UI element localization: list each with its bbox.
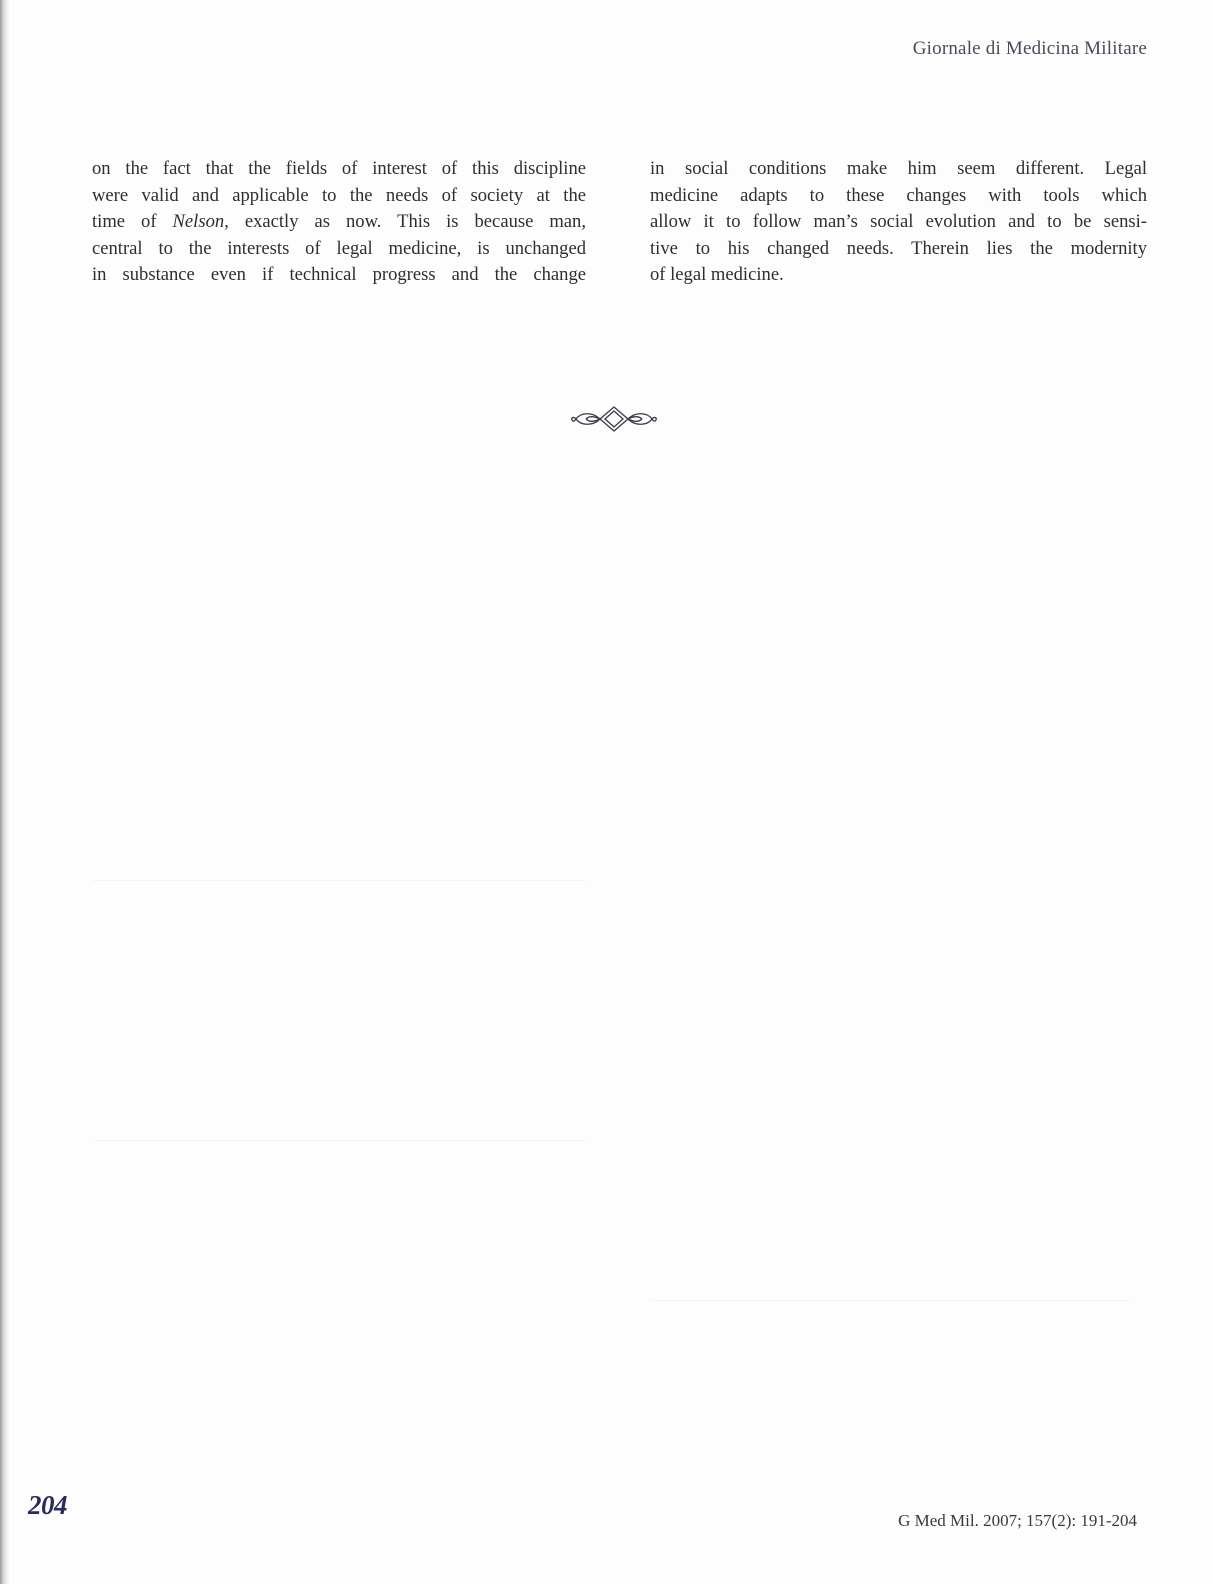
running-head: Giornale di Medicina Militare bbox=[912, 38, 1147, 59]
italic-name: Nelson, bbox=[172, 211, 229, 233]
body-paragraph-continued bbox=[92, 156, 586, 289]
text-line: of legal medicine. bbox=[650, 264, 784, 286]
text-line: on the fact that the fields of interest of this discipline bbox=[92, 158, 586, 179]
text-fragment: exactly as now. This is because man, bbox=[244, 211, 586, 233]
text-line: in substance even if technical progress and the change bbox=[92, 264, 586, 286]
decorative-fleuron-icon bbox=[570, 405, 658, 433]
show-through-line bbox=[92, 1140, 586, 1141]
right-text-column bbox=[650, 156, 1147, 289]
left-text-column bbox=[92, 156, 586, 289]
body-paragraph-continued bbox=[650, 156, 1147, 289]
journal-citation: G Med Mil. 2007; 157(2): 191-204 bbox=[898, 1511, 1137, 1530]
show-through-line bbox=[92, 880, 586, 881]
text-line: allow it to follow man’s social evolution and to be sensi- bbox=[650, 211, 1147, 233]
text-fragment: time of bbox=[92, 211, 173, 233]
text-line: in social conditions make him seem different. Legal bbox=[650, 158, 1147, 179]
text-line: tive to his changed needs. Therein lies the modernity bbox=[650, 237, 1147, 259]
text-line bbox=[92, 209, 586, 236]
page-binding-edge bbox=[0, 0, 10, 1584]
text-line: central to the interests of legal medicine, is unchanged bbox=[92, 237, 586, 259]
show-through-line bbox=[650, 1300, 1130, 1301]
text-line: were valid and applicable to the needs of society at the bbox=[92, 184, 586, 206]
page-number: 204 bbox=[28, 1490, 67, 1520]
text-line: medicine adapts to these changes with tools which bbox=[650, 184, 1147, 206]
